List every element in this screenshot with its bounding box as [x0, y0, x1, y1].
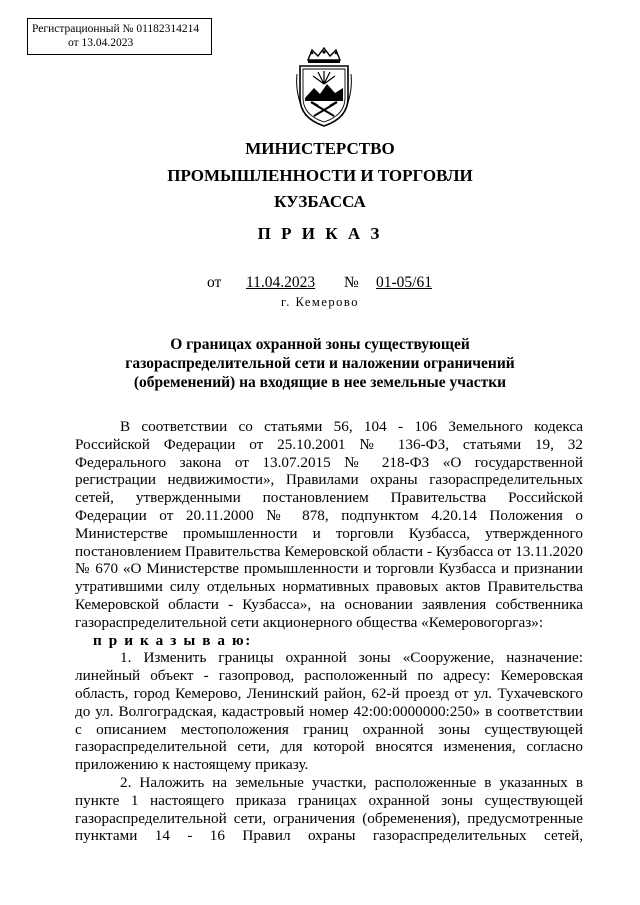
subject-line-2: газораспределительной сети и наложении ограничений	[125, 355, 515, 372]
order-word: п р и к а з ы в а ю:	[93, 631, 252, 649]
kuzbass-coat-of-arms-icon	[294, 46, 354, 128]
order-subject	[0, 335, 640, 392]
order-date: 11.04.2023	[246, 274, 316, 291]
order-number: 01-05/61	[376, 274, 432, 291]
ministry-line-2: ПРОМЫШЛЕННОСТИ И ТОРГОВЛИ	[167, 165, 473, 185]
ministry-line-1: МИНИСТЕРСТВО	[245, 139, 395, 158]
ministry-name	[0, 136, 640, 216]
registration-number: Регистрационный № 01182314214	[32, 23, 200, 35]
subject-line-1: О границах охранной зоны существующей	[170, 336, 470, 353]
registration-date: от 13.04.2023	[68, 37, 134, 49]
date-prefix: от	[207, 274, 222, 291]
order-title: П Р И К А З	[257, 224, 383, 243]
number-prefix: №	[344, 274, 359, 291]
order-body	[75, 418, 583, 845]
registration-stamp	[27, 18, 212, 55]
item-1-paragraph: 1. Изменить границы охранной зоны «Сооружение, назначение: линейный объект - газопровод, расположенный по адресу: Кемеровская область, город Кемерово, Ленинский район, 62-й проезд от ул. Тухачевского до ул. Волгоградская, кадастровый номер 42:00:0000000:250» в соответствии с описанием местоположения границ охранной зоны существующей газораспределительной сети, для которой вносятся изменения, согласно приложению к настоящему приказу.	[75, 649, 583, 774]
subject-line-3: (обременений) на входящие в нее земельные участки	[133, 374, 507, 391]
item-2-paragraph: 2. Наложить на земельные участки, расположенные в указанных в пункте 1 настоящего приказа границах охранной зоны существующей газораспределительной сети, ограничения (обременения), предусмотренные пунктами 14 - 16 Правил охраны газораспределительных сетей,	[75, 773, 583, 845]
ministry-line-3: КУЗБАССА	[274, 192, 366, 211]
city: г. Кемерово	[281, 295, 359, 309]
preamble-paragraph: В соответствии со статьями 56, 104 - 106 Земельного кодекса Российской Федерации от 25.10.2001 № 136-ФЗ, статьями 19, 32 Федерального закона от 13.07.2015 № 218-ФЗ «О государственной регистрации недвижимости», Правилами охраны газораспределительных сетей, утвержденными постановлением Правительства Российской Федерации от 20.11.2000 № 878, подпунктом 4.20.14 Положения о Министерстве промышленности и торговли Кузбасса, утвержденного постановлением Правительства Кемеровской области - Кузбасса от 13.11.2020 № 670 «О Министерстве промышленности и торговли Кузбасса и признании утратившими силу отдельных нормативных правовых актов Правительства Кемеровской области - Кузбасса», на основании заявления собственника газораспределительной сети акционерного общества «Кемеровогоргаз»:	[75, 418, 583, 631]
